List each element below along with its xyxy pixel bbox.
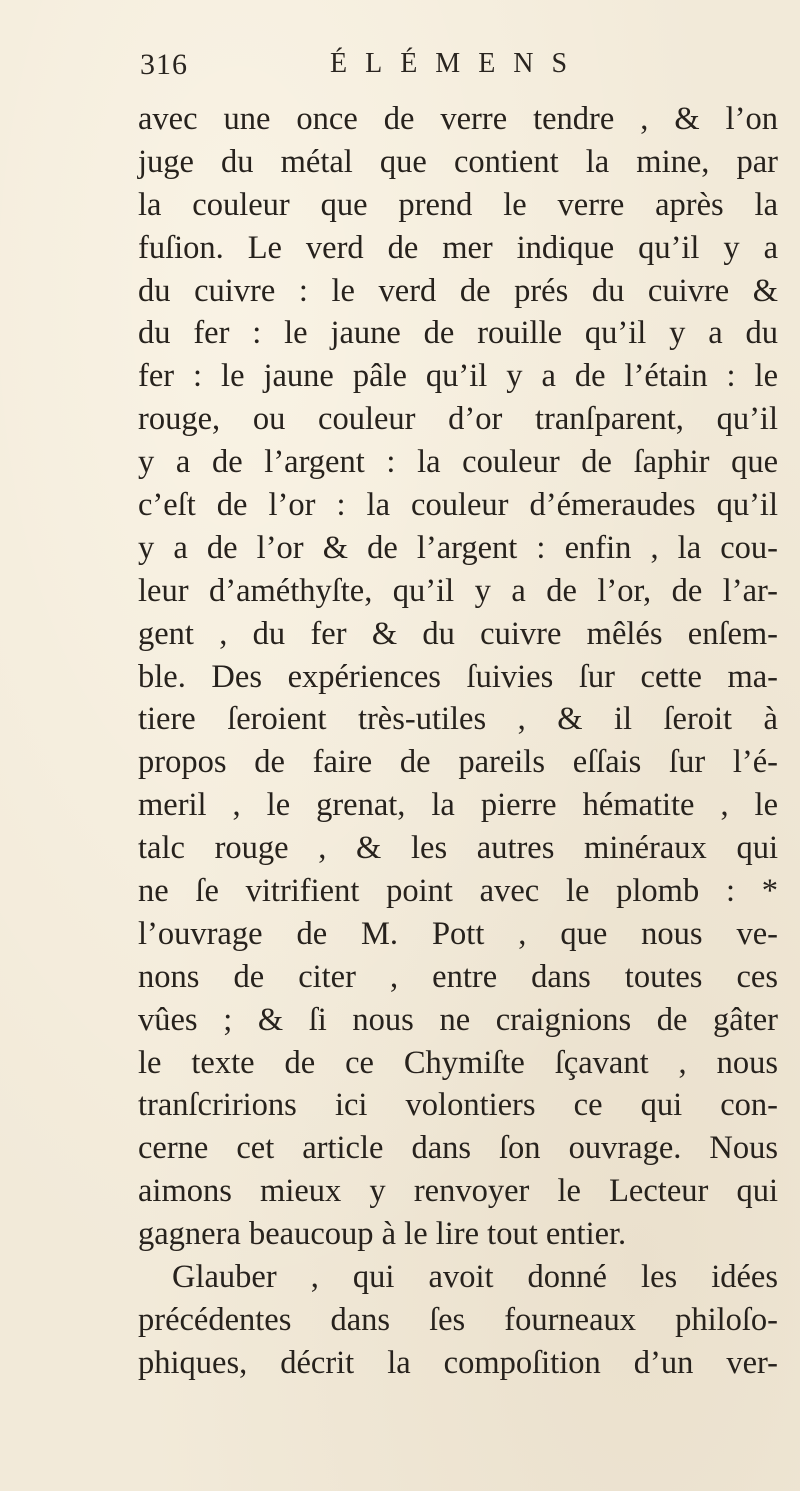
text-line: propos de faire de pareils eſſais ſur l’é- [138, 744, 778, 781]
text-line: fuſion. Le verd de mer indique qu’il y a [138, 229, 778, 266]
text-line: fer : le jaune pâle qu’il y a de l’étain : le [138, 358, 778, 395]
text-line: le texte de ce Chymiſte ſçavant , nous [138, 1044, 778, 1081]
text-line: l’ouvrage de M. Pott , que nous ve- [138, 915, 778, 952]
text-line: tranſcririons ici volontiers ce qui con- [138, 1087, 778, 1124]
running-title: ÉLÉMENS [330, 48, 586, 79]
text-line: y a de l’or & de l’argent : enfin , la cou- [138, 529, 778, 566]
text-line: vûes ; & ſi nous ne craignions de gâter [138, 1001, 778, 1038]
text-line: du cuivre : le verd de prés du cuivre & [138, 272, 778, 309]
text-line: tiere ſeroient très-utiles , & il ſeroit à [138, 701, 778, 738]
text-line: du fer : le jaune de rouille qu’il y a du [138, 315, 778, 352]
text-line: y a de l’argent : la couleur de ſaphir que [138, 444, 778, 481]
text-line: ble. Des expériences ſuivies ſur cette ma- [138, 658, 778, 695]
page-number: 316 [140, 48, 188, 81]
text-line: la couleur que prend le verre après la [138, 186, 778, 223]
text-line: juge du métal que contient la mine, par [138, 143, 778, 180]
text-line: gent , du fer & du cuivre mêlés enſem- [138, 615, 778, 652]
text-line: rouge, ou couleur d’or tranſparent, qu’il [138, 401, 778, 438]
text-line: leur d’améthyſte, qu’il y a de l’or, de l’ar- [138, 572, 778, 609]
text-line: nons de citer , entre dans toutes ces [138, 958, 778, 995]
text-line: aimons mieux y renvoyer le Lecteur qui [138, 1173, 778, 1210]
text-line: meril , le grenat, la pierre hématite , le [138, 787, 778, 824]
text-line: phiques, décrit la compoſition d’un ver- [138, 1344, 778, 1381]
page-header [140, 42, 740, 88]
text-line: c’eſt de l’or : la couleur d’émeraudes qu’il [138, 487, 778, 524]
text-line: Glauber , qui avoit donné les idées [172, 1259, 778, 1296]
text-line: cerne cet article dans ſon ouvrage. Nous [138, 1130, 778, 1167]
text-line: gagnera beaucoup à le lire tout entier. [138, 1216, 627, 1253]
text-line: précédentes dans ſes fourneaux philoſo- [138, 1301, 778, 1338]
text-line: avec une once de verre tendre , & l’on [138, 101, 778, 137]
body-text [138, 98, 778, 1385]
text-line: talc rouge , & les autres minéraux qui [138, 830, 778, 867]
text-line: ne ſe vitrifient point avec le plomb : * [138, 873, 778, 910]
